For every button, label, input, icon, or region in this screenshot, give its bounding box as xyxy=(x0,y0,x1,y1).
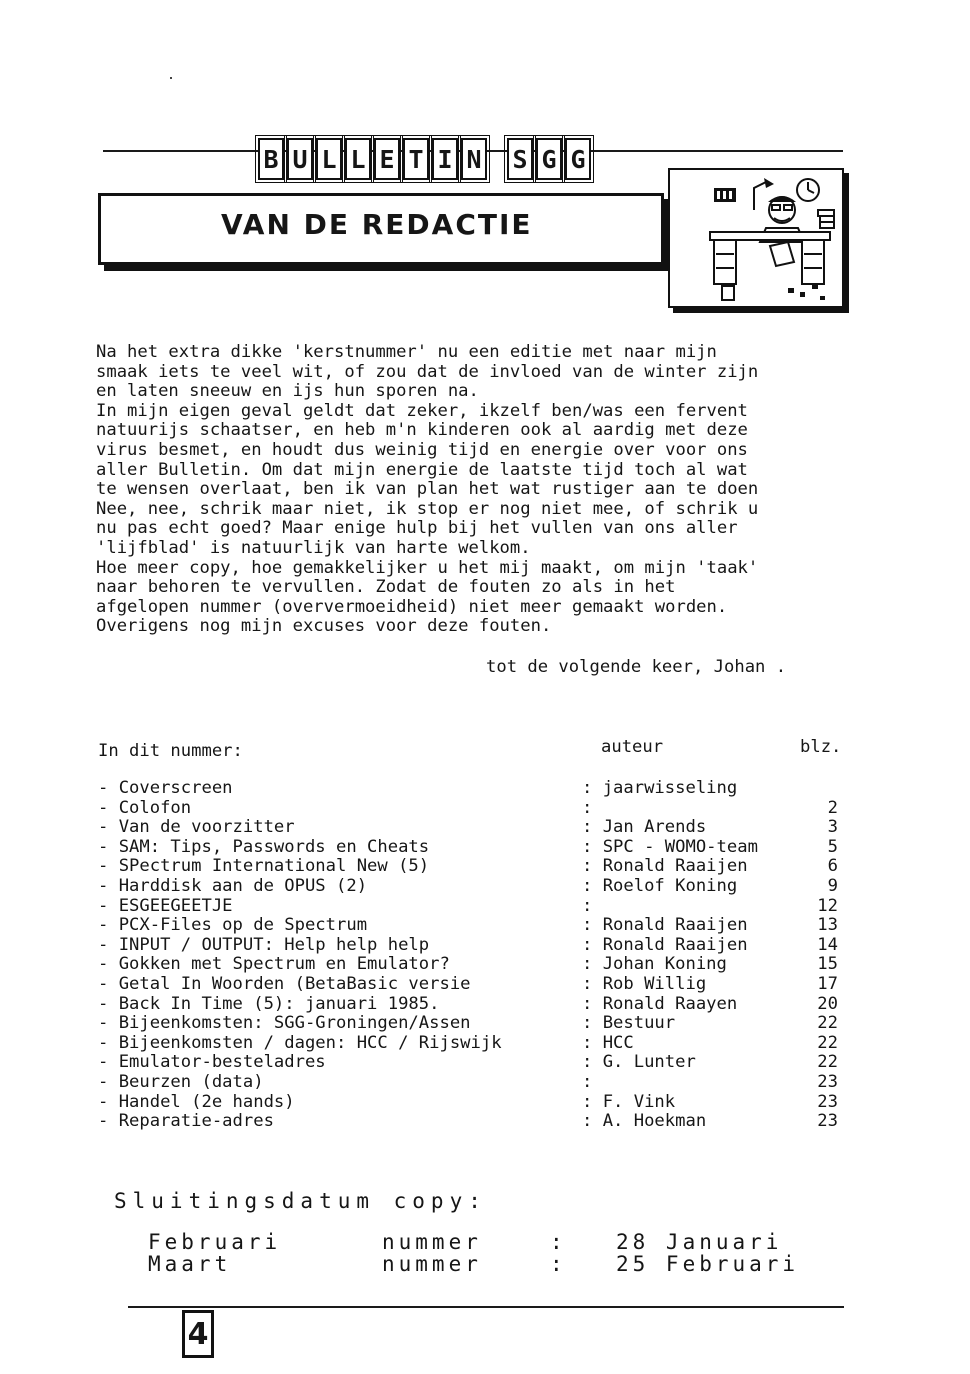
signoff: tot de volgende keer, Johan . xyxy=(486,657,787,677)
desk-clerk-illustration xyxy=(668,168,844,308)
article-title: - Van de voorzitter xyxy=(98,817,295,838)
article-page: 22 xyxy=(817,1013,838,1034)
article-author: : Jan Arends xyxy=(582,817,707,838)
issue-label: nummer xyxy=(382,1252,482,1276)
article-title: - Emulator-besteladres xyxy=(98,1052,326,1073)
article-page: 9 xyxy=(827,875,838,896)
title-letter: U xyxy=(287,138,313,180)
subtitle-banner xyxy=(98,193,664,265)
toc-row xyxy=(98,994,858,1014)
author-column-heading: auteur xyxy=(601,737,664,757)
toc-row xyxy=(98,896,858,916)
article-title: - PCX-Files op de Spectrum xyxy=(98,915,368,936)
article-author: : G. Lunter xyxy=(582,1052,696,1073)
article-title: - Back In Time (5): januari 1985. xyxy=(98,993,440,1014)
article-author: : Ronald Raaijen xyxy=(582,856,748,877)
article-author: : Roelof Koning xyxy=(582,875,738,896)
text-line: 'lijfblad' is natuurlijk van harte welkom. xyxy=(96,537,531,558)
article-author: : jaarwisseling xyxy=(582,778,738,798)
page-column-heading: blz. xyxy=(800,737,842,757)
article-author: : HCC xyxy=(582,1032,634,1053)
article-page: 22 xyxy=(817,1032,838,1053)
article-page: 23 xyxy=(817,1071,838,1092)
text-line: natuurijs schaatser, en heb m'n kinderen ook al aardig met deze xyxy=(96,420,748,441)
text-line: virus besmet, en houdt dus weinig tijd en energie over voor ons xyxy=(96,439,748,460)
article-page: 17 xyxy=(817,973,838,994)
title-letter: G xyxy=(565,138,591,180)
toc-row xyxy=(98,817,858,837)
toc-row xyxy=(98,915,858,935)
title-letter: N xyxy=(461,138,487,180)
article-page: 23 xyxy=(817,1111,838,1132)
title-letter: B xyxy=(258,138,284,180)
article-page: 13 xyxy=(817,915,838,936)
text-line: Na het extra dikke 'kerstnummer' nu een editie met naar mijn xyxy=(96,342,717,362)
toc-row xyxy=(98,935,858,955)
contents-heading: In dit nummer: xyxy=(98,741,243,761)
article-title: - SAM: Tips, Passwords en Cheats xyxy=(98,836,430,857)
text-line: en laten sneeuw en ijs hun sporen na. xyxy=(96,381,479,402)
article-title: - Beurzen (data) xyxy=(98,1071,264,1092)
title-letter: G xyxy=(536,138,562,180)
article-author: : Ronald Raayen xyxy=(582,993,738,1014)
toc-row xyxy=(98,1033,858,1053)
toc-row xyxy=(98,974,858,994)
title-letter: S xyxy=(507,138,533,180)
footer-rule xyxy=(128,1306,844,1308)
text-line: Hoe meer copy, hoe gemakkelijker u het mij maakt, om mijn 'taak' xyxy=(96,557,759,578)
editorial-text xyxy=(96,343,852,637)
text-line: aller Bulletin. Om dat mijn energie de laatste tijd toch al wat xyxy=(96,459,748,480)
title-letter: T xyxy=(403,138,429,180)
toc-row xyxy=(98,778,858,798)
deadline-date: 28 Januari xyxy=(616,1230,783,1254)
article-title: - Bijeenkomsten: SGG-Groningen/Assen xyxy=(98,1013,471,1034)
article-title: - Bijeenkomsten / dagen: HCC / Rijswijk xyxy=(98,1032,502,1053)
article-page: 14 xyxy=(817,934,838,955)
article-page: 22 xyxy=(817,1052,838,1073)
article-author: : Rob Willig xyxy=(582,973,707,994)
article-title: - Gokken met Spectrum en Emulator? xyxy=(98,954,450,975)
issue-month: Februari xyxy=(148,1230,282,1254)
article-author: : A. Hoekman xyxy=(582,1111,707,1132)
text-line: te wensen overlaat, ben ik van plan het wat rustiger aan te doen xyxy=(96,479,759,500)
article-title: - Reparatie-adres xyxy=(98,1111,274,1132)
bulletin-title xyxy=(258,138,591,180)
article-author: : xyxy=(582,1071,593,1092)
section-title: VAN DE REDACTIE xyxy=(221,208,533,241)
toc-row xyxy=(98,954,858,974)
separator: : xyxy=(550,1252,567,1276)
article-title: - Colofon xyxy=(98,797,192,818)
toc-row xyxy=(98,1072,858,1092)
article-page: 15 xyxy=(817,954,838,975)
article-title: - ESGEEGEETJE xyxy=(98,895,233,916)
article-page: 23 xyxy=(817,1091,838,1112)
separator: : xyxy=(550,1230,567,1254)
article-author: : Bestuur xyxy=(582,1013,676,1034)
toc-row xyxy=(98,1013,858,1033)
deadline-date: 25 Februari xyxy=(616,1252,800,1276)
desk-clerk-icon xyxy=(670,170,842,306)
article-author: : Ronald Raaijen xyxy=(582,915,748,936)
page-number: 4 xyxy=(182,1310,214,1358)
text-line: Nee, nee, schrik maar niet, ik stop er nog niet mee, of schrik u xyxy=(96,498,759,519)
toc-row xyxy=(98,837,858,857)
article-title: - Getal In Woorden (BetaBasic versie xyxy=(98,973,471,994)
title-letter: L xyxy=(316,138,342,180)
text-line: In mijn eigen geval geldt dat zeker, ikzelf ben/was een fervent xyxy=(96,400,748,421)
article-title: - Handel (2e hands) xyxy=(98,1091,295,1112)
issue-label: nummer xyxy=(382,1230,482,1254)
text-line: nu pas echt goed? Maar enige hulp bij het vullen van ons aller xyxy=(96,518,738,539)
toc-row xyxy=(98,1052,858,1072)
article-title: - Harddisk aan de OPUS (2) xyxy=(98,875,368,896)
closing-date-heading: Sluitingsdatum copy: xyxy=(114,1189,487,1213)
article-title: - INPUT / OUTPUT: Help help help xyxy=(98,934,430,955)
scan-speck xyxy=(170,77,172,79)
article-author: : xyxy=(582,895,593,916)
text-line: afgelopen nummer (oververmoeidheid) niet meer gemaakt worden. xyxy=(96,596,728,617)
title-letter: L xyxy=(345,138,371,180)
toc-row xyxy=(98,1111,858,1131)
article-author: : Ronald Raaijen xyxy=(582,934,748,955)
toc-row xyxy=(98,856,858,876)
article-author: : xyxy=(582,797,593,818)
article-title: - Coverscreen xyxy=(98,778,233,798)
article-author: : SPC - WOMO-team xyxy=(582,836,758,857)
toc-row xyxy=(98,876,858,896)
text-line: naar behoren te vervullen. Zodat de fouten zo als in het xyxy=(96,577,676,598)
title-letter: I xyxy=(432,138,458,180)
article-page: 12 xyxy=(817,895,838,916)
article-page: 20 xyxy=(817,993,838,1014)
toc-row xyxy=(98,1092,858,1112)
article-title: - SPectrum International New (5) xyxy=(98,856,430,877)
text-line: Overigens nog mijn excuses voor deze fouten. xyxy=(96,616,552,637)
issue-month: Maart xyxy=(148,1252,232,1276)
article-page: 3 xyxy=(827,817,838,838)
article-author: : F. Vink xyxy=(582,1091,676,1112)
title-letter: E xyxy=(374,138,400,180)
title-spacer xyxy=(490,138,504,180)
article-page: 6 xyxy=(827,856,838,877)
article-page: 2 xyxy=(827,797,838,818)
toc-row xyxy=(98,798,858,818)
article-author: : Johan Koning xyxy=(582,954,727,975)
table-of-contents xyxy=(98,778,858,1131)
text-line: smaak iets te veel wit, of zou dat de invloed van de winter zijn xyxy=(96,361,759,382)
article-page: 5 xyxy=(827,836,838,857)
